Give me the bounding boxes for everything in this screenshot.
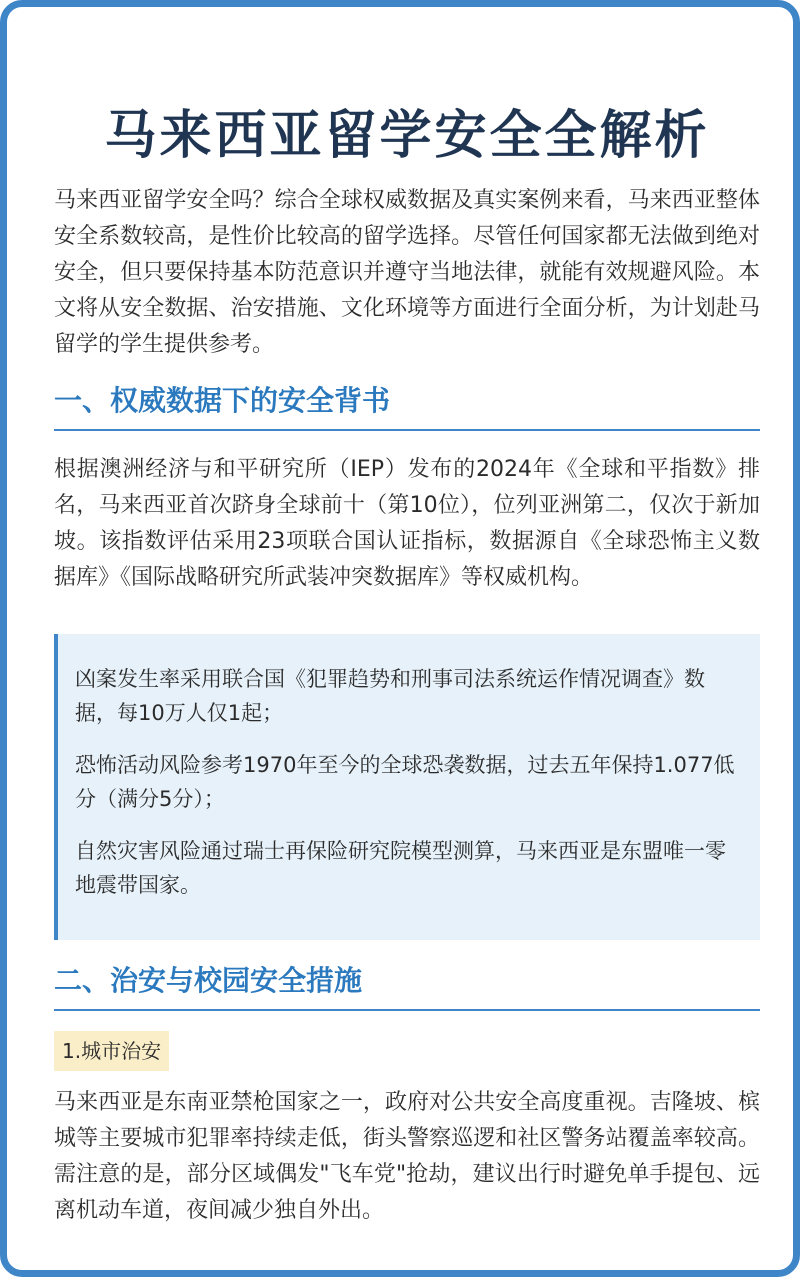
quote-item-homicide: 凶案发生率采用联合国《犯罪趋势和刑事司法系统运作情况调查》数据，每10万人仅1起； (75, 667, 705, 725)
section1-paragraph: 根据澳洲经济与和平研究所（IEP）发布的2024年《全球和平指数》排名，马来西亚首次跻身全球前十（第10位），位列亚洲第二，仅次于新加坡。该指数评估采用23项联合国认证指标，数据源自《全球恐怖主义数据库》《国际战略研究所武装冲突数据库》等权威机构。 (54, 457, 760, 590)
subsection-tag: 1.城市治安 (54, 1031, 169, 1071)
quote-item-terrorism: 恐怖活动风险参考1970年至今的全球恐袭数据，过去五年保持1.077低分（满分5分）； (75, 753, 735, 811)
page-title: 马来西亚留学安全全解析 (104, 106, 710, 166)
section2-header (54, 959, 760, 1011)
intro-section (54, 183, 760, 363)
data-highlight-box (54, 634, 760, 940)
section1-header (54, 379, 760, 431)
intro-paragraph: 马来西亚留学安全吗？综合全球权威数据及真实案例来看，马来西亚整体安全系数较高，是性价比较高的留学选择。尽管任何国家都无法做到绝对安全，但只要保持基本防范意识并遵守当地法律，就能有效规避风险。本文将从安全数据、治安措施、文化环境等方面进行全面分析，为计划赴马留学的学生提供参考。 (54, 188, 760, 357)
section1-body-wrap (54, 452, 760, 596)
section2-body-wrap (54, 1085, 760, 1229)
quote-item-disaster: 自然灾害风险通过瑞士再保险研究院模型测算，马来西亚是东盟唯一零地震带国家。 (75, 839, 726, 897)
section2-heading: 二、治安与校园安全措施 (54, 959, 760, 1011)
section2-paragraph: 马来西亚是东南亚禁枪国家之一，政府对公共安全高度重视。吉隆坡、槟城等主要城市犯罪率持续走低，街头警察巡逻和社区警务站覆盖率较高。需注意的是，部分区域偶发"飞车党"抢劫，建议出行时避免单手提包、远离机动车道，夜间减少独自外出。 (54, 1090, 760, 1223)
section1-heading: 一、权威数据下的安全背书 (54, 379, 760, 431)
subheading-wrap (54, 1031, 760, 1071)
